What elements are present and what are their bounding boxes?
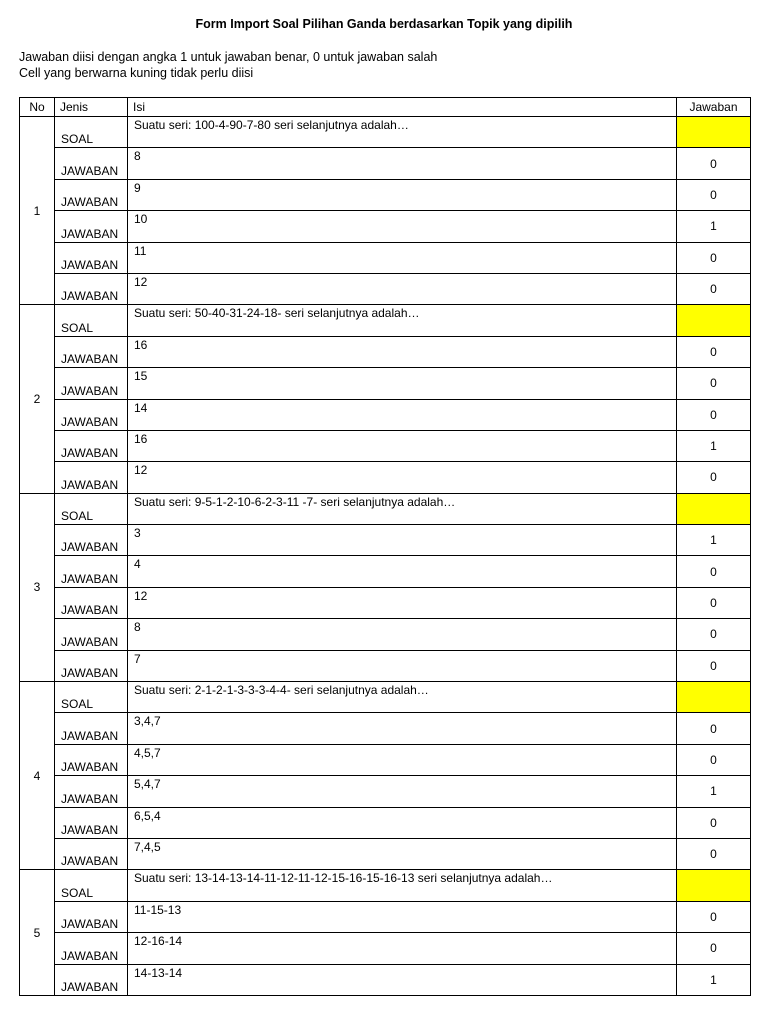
answer-row <box>20 399 751 430</box>
answer-row <box>20 273 751 304</box>
question-row <box>20 117 751 148</box>
answer-row <box>20 148 751 179</box>
question-group <box>20 305 751 493</box>
jenis-cell: JAWABAN <box>55 933 128 964</box>
jawaban-cell[interactable]: 1 <box>677 430 751 461</box>
question-group <box>20 870 751 996</box>
jenis-cell: JAWABAN <box>55 273 128 304</box>
jawaban-cell[interactable]: 0 <box>677 933 751 964</box>
question-row <box>20 870 751 901</box>
jenis-cell: JAWABAN <box>55 462 128 493</box>
jawaban-cell-highlighted <box>677 305 751 336</box>
jenis-cell: JAWABAN <box>55 242 128 273</box>
isi-cell[interactable]: Suatu seri: 9-5-1-2-10-6-2-3-11 -7- seri selanjutnya adalah… <box>128 493 677 524</box>
jenis-cell: JAWABAN <box>55 713 128 744</box>
answer-row <box>20 901 751 932</box>
answer-row <box>20 430 751 461</box>
answer-row <box>20 336 751 367</box>
header-isi: Isi <box>128 98 677 117</box>
jenis-cell: JAWABAN <box>55 430 128 461</box>
question-row <box>20 493 751 524</box>
isi-cell[interactable]: 4 <box>128 556 677 587</box>
question-number: 1 <box>20 117 55 305</box>
answer-row <box>20 556 751 587</box>
jenis-cell: JAWABAN <box>55 211 128 242</box>
isi-cell[interactable]: Suatu seri: 100-4-90-7-80 seri selanjutnya adalah… <box>128 117 677 148</box>
answer-row <box>20 933 751 964</box>
instruction-line: Cell yang berwarna kuning tidak perlu diisi <box>19 66 254 80</box>
jawaban-cell-highlighted <box>677 493 751 524</box>
answer-row <box>20 650 751 681</box>
question-number: 3 <box>20 493 55 681</box>
isi-cell[interactable]: Suatu seri: 13-14-13-14-11-12-11-12-15-16-15-16-13 seri selanjutnya adalah… <box>128 870 677 901</box>
jawaban-cell[interactable]: 0 <box>677 587 751 618</box>
jawaban-cell[interactable]: 0 <box>677 462 751 493</box>
isi-cell[interactable]: 11 <box>128 242 677 273</box>
jawaban-cell[interactable]: 0 <box>677 399 751 430</box>
isi-cell[interactable]: 11-15-13 <box>128 901 677 932</box>
header-row <box>20 98 751 117</box>
question-group <box>20 117 751 305</box>
isi-cell[interactable]: 15 <box>128 368 677 399</box>
answer-row <box>20 838 751 869</box>
jenis-cell: JAWABAN <box>55 776 128 807</box>
answer-row <box>20 368 751 399</box>
question-table <box>19 97 751 996</box>
isi-cell[interactable]: 7 <box>128 650 677 681</box>
question-group <box>20 682 751 870</box>
jenis-cell: JAWABAN <box>55 807 128 838</box>
jawaban-cell[interactable]: 1 <box>677 211 751 242</box>
jawaban-cell-highlighted <box>677 117 751 148</box>
jenis-cell: JAWABAN <box>55 179 128 210</box>
isi-cell[interactable]: 3,4,7 <box>128 713 677 744</box>
jenis-cell: SOAL <box>55 493 128 524</box>
isi-cell[interactable]: 7,4,5 <box>128 838 677 869</box>
jenis-cell: JAWABAN <box>55 838 128 869</box>
question-row <box>20 305 751 336</box>
jawaban-cell[interactable]: 0 <box>677 807 751 838</box>
jawaban-cell[interactable]: 0 <box>677 368 751 399</box>
jawaban-cell[interactable]: 0 <box>677 336 751 367</box>
answer-row <box>20 179 751 210</box>
jenis-cell: JAWABAN <box>55 619 128 650</box>
answer-row <box>20 587 751 618</box>
isi-cell[interactable]: 8 <box>128 148 677 179</box>
jawaban-cell[interactable]: 0 <box>677 556 751 587</box>
answer-row <box>20 713 751 744</box>
isi-cell[interactable]: 12-16-14 <box>128 933 677 964</box>
jenis-cell: JAWABAN <box>55 964 128 995</box>
jenis-cell: JAWABAN <box>55 148 128 179</box>
instruction-line: Jawaban diisi dengan angka 1 untuk jawaban benar, 0 untuk jawaban salah <box>19 50 438 64</box>
jenis-cell: JAWABAN <box>55 368 128 399</box>
jawaban-cell[interactable]: 1 <box>677 525 751 556</box>
jenis-cell: JAWABAN <box>55 336 128 367</box>
jawaban-cell-highlighted <box>677 682 751 713</box>
jawaban-cell[interactable]: 0 <box>677 650 751 681</box>
jenis-cell: JAWABAN <box>55 399 128 430</box>
jenis-cell: JAWABAN <box>55 525 128 556</box>
question-number: 5 <box>20 870 55 996</box>
jawaban-cell[interactable]: 0 <box>677 744 751 775</box>
jawaban-cell[interactable]: 0 <box>677 148 751 179</box>
jenis-cell: JAWABAN <box>55 650 128 681</box>
jawaban-cell[interactable]: 0 <box>677 901 751 932</box>
jenis-cell: SOAL <box>55 117 128 148</box>
isi-cell[interactable]: 10 <box>128 211 677 242</box>
question-number: 4 <box>20 682 55 870</box>
question-group <box>20 493 751 681</box>
answer-row <box>20 619 751 650</box>
answer-row <box>20 776 751 807</box>
answer-row <box>20 242 751 273</box>
isi-cell[interactable]: 3 <box>128 525 677 556</box>
isi-cell[interactable]: 8 <box>128 619 677 650</box>
jawaban-cell[interactable]: 0 <box>677 179 751 210</box>
jenis-cell: SOAL <box>55 870 128 901</box>
isi-cell[interactable]: 12 <box>128 462 677 493</box>
header-no: No <box>20 98 55 117</box>
isi-cell[interactable]: 9 <box>128 179 677 210</box>
instructions <box>19 49 437 81</box>
isi-cell[interactable]: Suatu seri: 2-1-2-1-3-3-3-4-4- seri selanjutnya adalah… <box>128 682 677 713</box>
isi-cell[interactable]: 14 <box>128 399 677 430</box>
answer-row <box>20 211 751 242</box>
isi-cell[interactable]: 4,5,7 <box>128 744 677 775</box>
jawaban-cell[interactable]: 0 <box>677 242 751 273</box>
jawaban-cell[interactable]: 0 <box>677 273 751 304</box>
isi-cell[interactable]: 6,5,4 <box>128 807 677 838</box>
header-jawaban: Jawaban <box>677 98 751 117</box>
jawaban-cell[interactable]: 1 <box>677 964 751 995</box>
jenis-cell: JAWABAN <box>55 587 128 618</box>
header-jenis: Jenis <box>55 98 128 117</box>
answer-row <box>20 964 751 995</box>
answer-row <box>20 462 751 493</box>
isi-cell[interactable]: 12 <box>128 273 677 304</box>
isi-cell[interactable]: 14-13-14 <box>128 964 677 995</box>
answer-row <box>20 807 751 838</box>
isi-cell[interactable]: 16 <box>128 336 677 367</box>
jawaban-cell[interactable]: 0 <box>677 713 751 744</box>
isi-cell[interactable]: Suatu seri: 50-40-31-24-18- seri selanjutnya adalah… <box>128 305 677 336</box>
jawaban-cell[interactable]: 0 <box>677 619 751 650</box>
jenis-cell: JAWABAN <box>55 556 128 587</box>
page-title: Form Import Soal Pilihan Ganda berdasarkan Topik yang dipilih <box>195 17 573 31</box>
answer-row <box>20 525 751 556</box>
jawaban-cell-highlighted <box>677 870 751 901</box>
jawaban-cell[interactable]: 1 <box>677 776 751 807</box>
jenis-cell: JAWABAN <box>55 901 128 932</box>
jawaban-cell[interactable]: 0 <box>677 838 751 869</box>
isi-cell[interactable]: 5,4,7 <box>128 776 677 807</box>
jenis-cell: SOAL <box>55 305 128 336</box>
jenis-cell: SOAL <box>55 682 128 713</box>
isi-cell[interactable]: 12 <box>128 587 677 618</box>
isi-cell[interactable]: 16 <box>128 430 677 461</box>
jenis-cell: JAWABAN <box>55 744 128 775</box>
question-number: 2 <box>20 305 55 493</box>
question-row <box>20 682 751 713</box>
answer-row <box>20 744 751 775</box>
